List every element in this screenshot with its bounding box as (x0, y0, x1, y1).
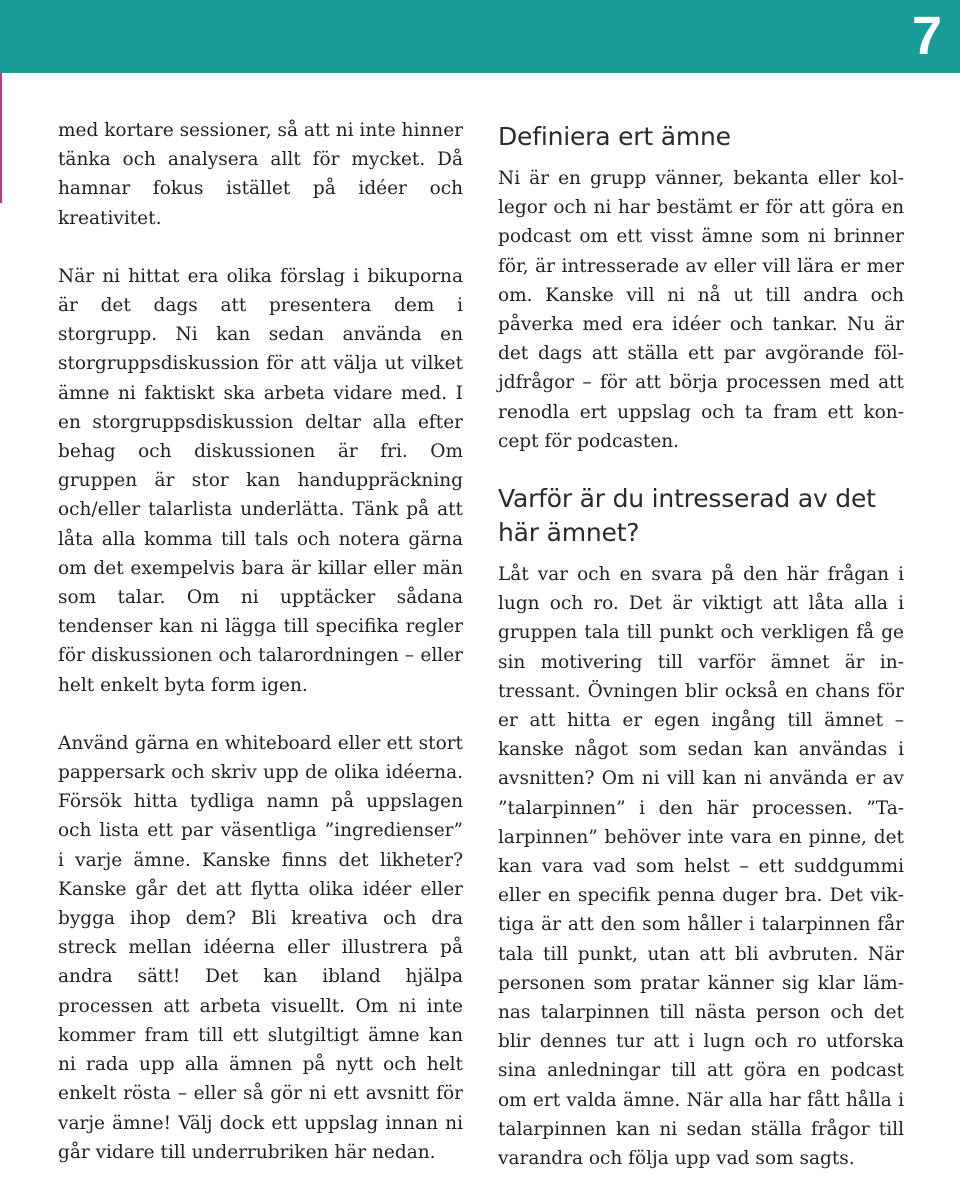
section-heading-define-topic: Definiera ert ämne (498, 122, 731, 151)
page-number: 7 (911, 6, 942, 66)
margin-accent-rule (0, 73, 2, 203)
left-paragraph-3: Använd gärna en whiteboard eller ett stort pappersark och skriv upp de olika idéerna. Försök hitta tydliga namn på uppslagen och lista ett par väsentliga ”ingredienser” i varje ämne. Kanske finns det likheter? Kanske går det att flytta olika idéer eller bygga ihop dem? Bli kreativa och dra streck mellan idéerna eller illustrera på andra sätt! Det kan ibland hjälpa processen att arbeta visuellt. Om ni inte kommer fram till ett slutgiltigt ämne kan ni rada upp alla ämnen på nytt och helt enkelt rösta – eller så gör ni ett avsnitt för varje ämne! Välj dock ett uppslag innan ni går vidare till underrubriken här nedan. (58, 732, 463, 1163)
right-column (498, 116, 904, 1173)
left-paragraph-2: När ni hittat era olika förslag i bikuporna är det dags att presentera dem i storgrupp. Ni kan sedan använda en storgruppsdiskussion för att välja ut vilket ämne ni faktiskt ska arbeta vidare med. I en storgruppsdiskussion deltar alla efter behag och diskussionen är fri. Om gruppen är stor kan handuppräckning och/eller talarlista underlätta. Tänk på att låta alla komma till tals och notera gärna om det exempelvis bara är killar eller män som talar. Om ni upptäcker sådana tendenser kan ni lägga till specifika regler för diskussionen och talarordningen – eller helt enkelt byta form igen. (58, 265, 463, 696)
section-body-why-interested: Låt var och en svara på den här frågan i lugn och ro. Det är viktigt att låta alla i gruppen tala till punkt och verkligen få ge sin motivering till varför ämnet är intressant. Övningen blir också en chans för er att hitta er egen ingång till ämnet – kanske något som sedan kan användas i avsnitten? Om ni vill kan ni använda er av ”talarpinnen” i den här processen. ”Talarpinnen” behöver inte vara en pinne, det kan vara vad som helst – ett suddgummi eller en specifik penna duger bra. Det viktiga är att den som håller i talarpinnen får tala till punkt, utan att bli avbruten. När personen som pratar känner sig klar lämnas talarpinnen till nästa person och det blir dennes tur att i lugn och ro utforska sina anledningar till att göra en podcast om ert valda ämne. När alla har fått hålla i talarpinnen kan ni sedan ställa frågor till varandra och följa upp vad som sagts. (498, 564, 904, 1170)
section-body-define-topic: Ni är en grupp vänner, bekanta eller kollegor och ni har bestämt er för att göra en podcast om ett visst ämne som ni brinner för, är intresserade av eller vill lära er mer om. Kanske vill ni nå ut till andra och påverka med era idéer och tankar. Nu är det dags att ställa ett par avgörande följdfrågor – för att börja processen med att renodla ert uppslag och ta fram ett koncept för podcasten. (498, 168, 904, 452)
header-band (0, 0, 960, 73)
section-heading-why-interested: Varför är du intresserad av det här ämnet? (498, 484, 876, 548)
left-paragraph-1: med kortare sessioner, så att ni inte hinner tänka och analysera allt för mycket. Då hamnar fokus istället på idéer och kreativitet. (58, 120, 463, 229)
left-column (58, 116, 463, 1167)
